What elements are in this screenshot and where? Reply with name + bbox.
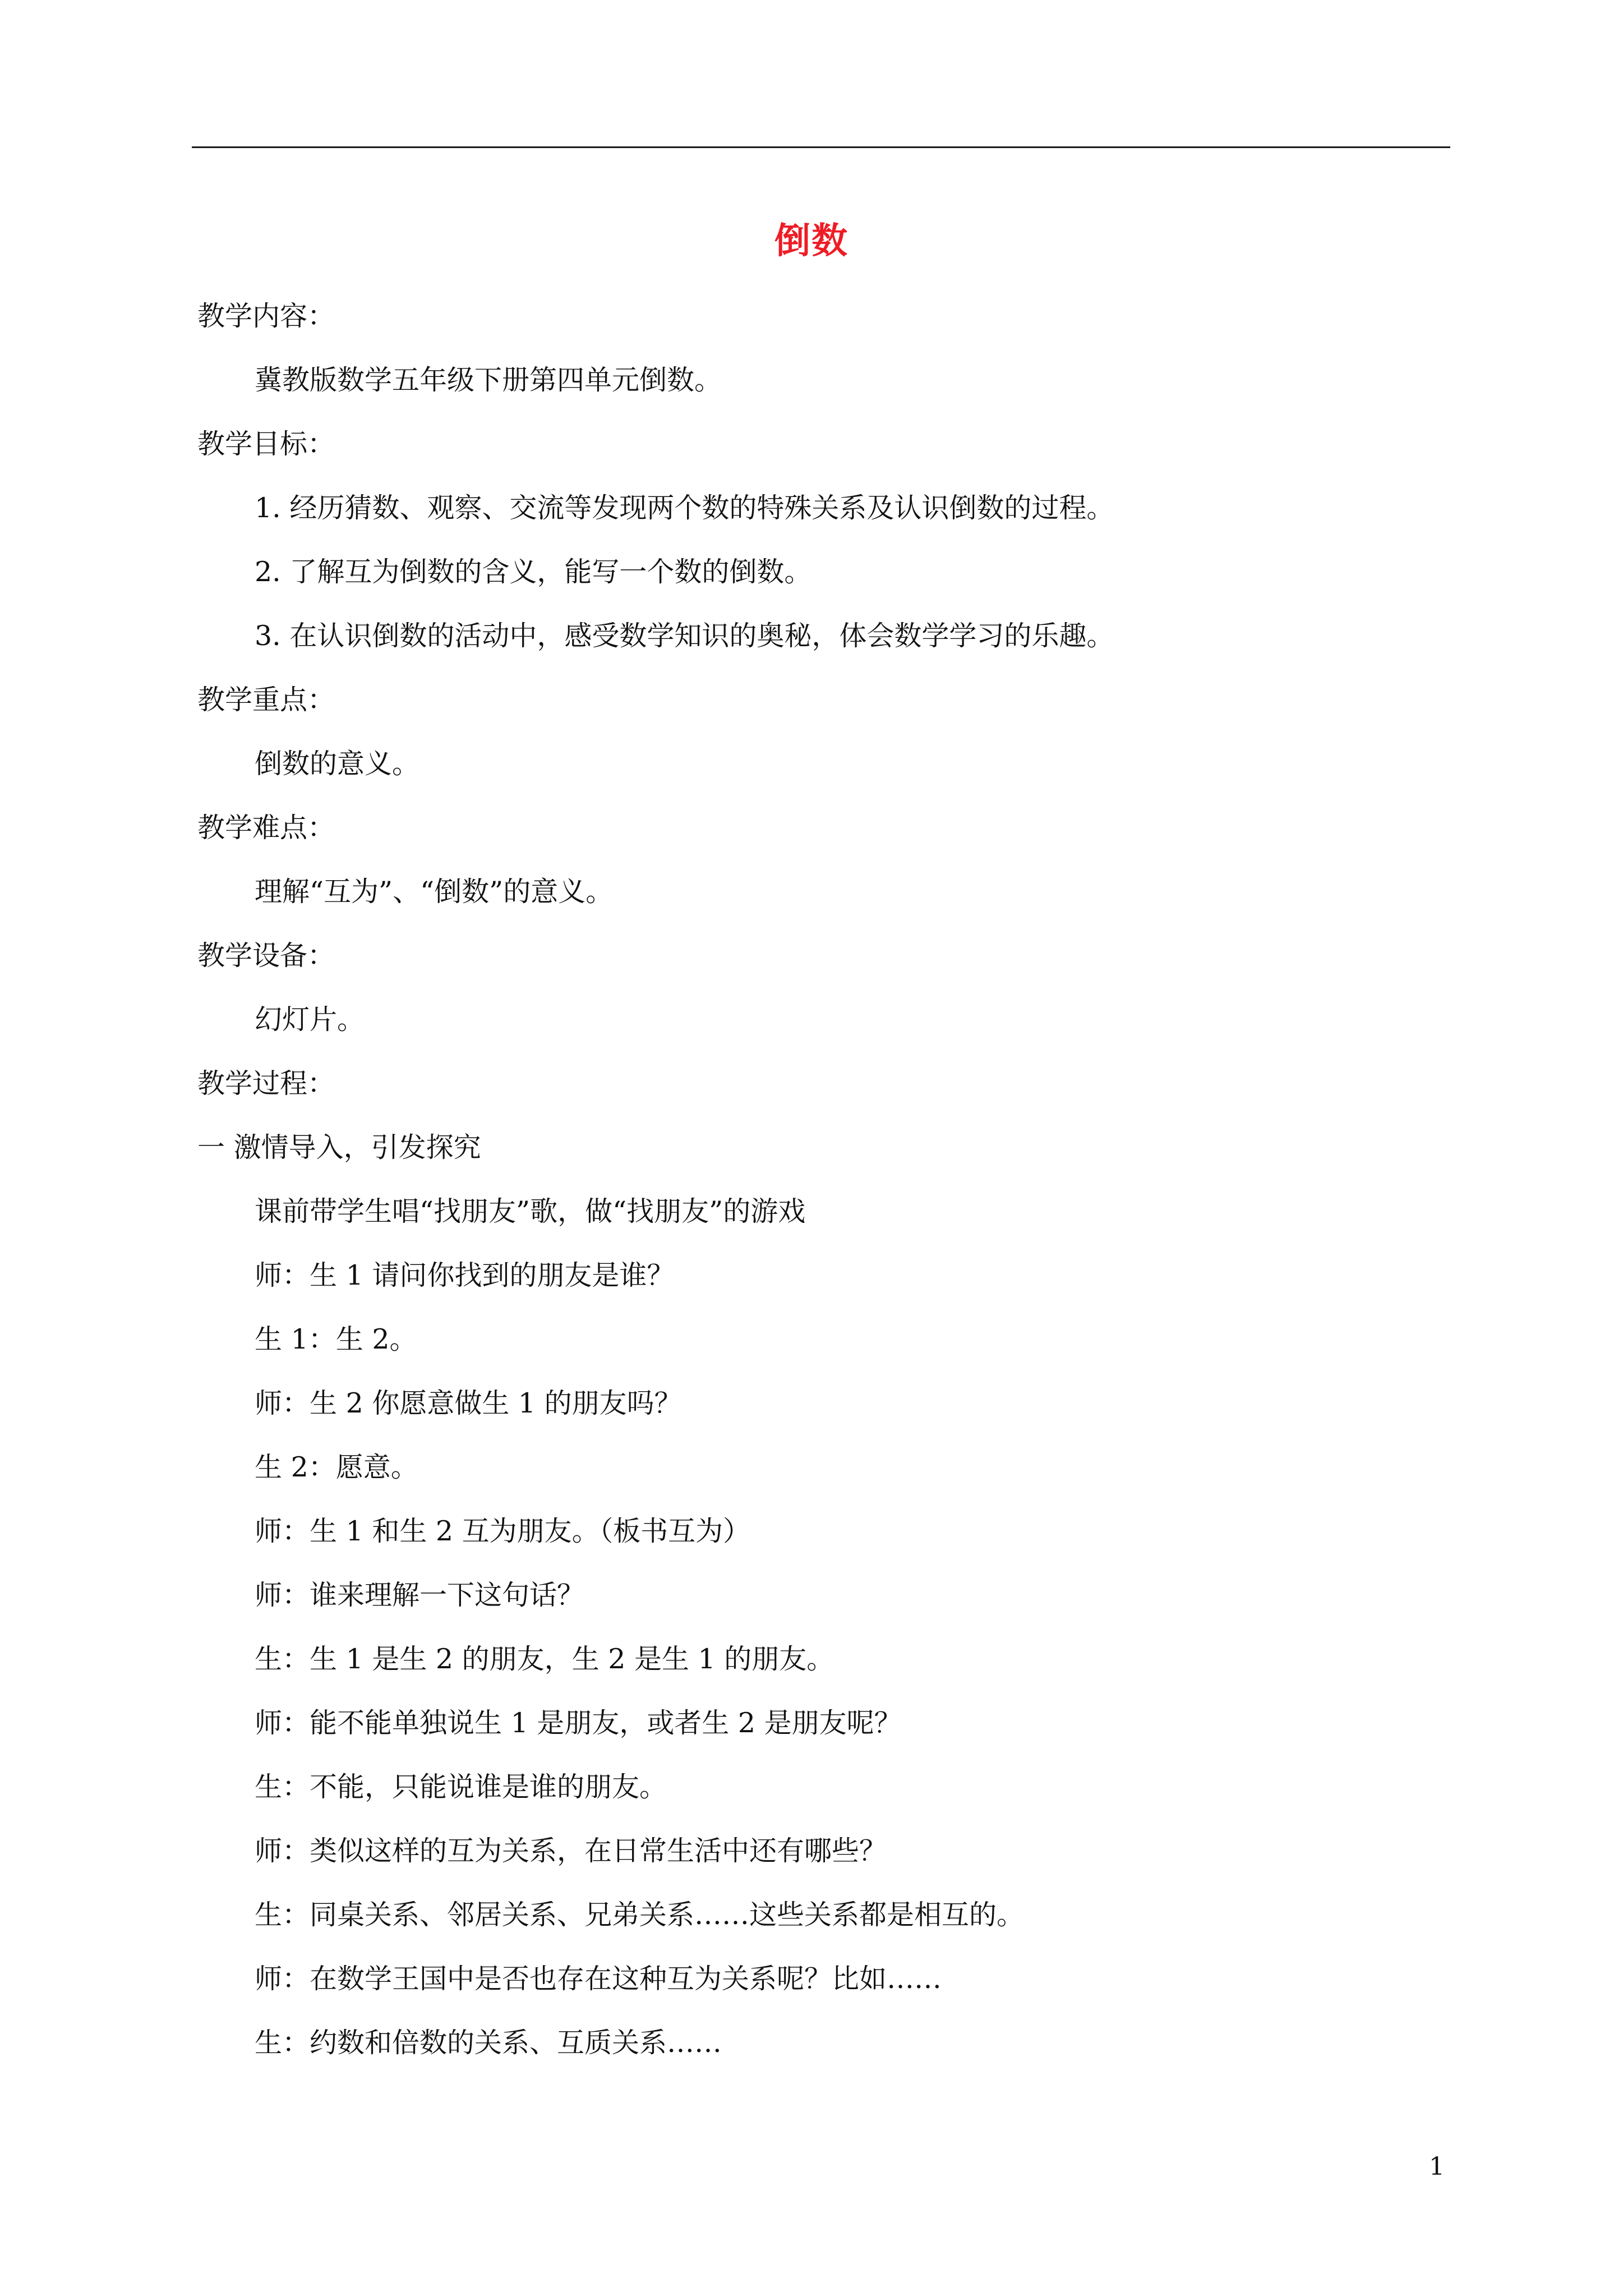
- page-number: 1: [1429, 2152, 1445, 2181]
- section-heading-difficulties: 教学难点：: [197, 812, 335, 844]
- paragraph: 理解“互为”、“倒数”的意义。: [255, 876, 614, 908]
- section-heading-equipment: 教学设备：: [197, 940, 335, 972]
- paragraph: 冀教版数学五年级下册第四单元倒数。: [255, 364, 722, 396]
- goal-item: 2. 了解互为倒数的含义，能写一个数的倒数。: [255, 556, 812, 588]
- dialogue-line: 师：生 2 你愿意做生 1 的朋友吗？: [255, 1387, 682, 1419]
- section-heading-content: 教学内容：: [197, 300, 335, 332]
- dialogue-line: 生 1：生 2。: [255, 1323, 417, 1355]
- dialogue-line: 生：约数和倍数的关系、互质关系……: [255, 2027, 722, 2059]
- document-title: 倒数: [774, 220, 849, 262]
- dialogue-line: 生 2：愿意。: [255, 1451, 418, 1483]
- paragraph: 倒数的意义。: [255, 748, 420, 780]
- subsection-heading: 一 激情导入，引发探究: [197, 1131, 481, 1163]
- dialogue-line: 师：类似这样的互为关系，在日常生活中还有哪些？: [255, 1835, 887, 1867]
- dialogue-line: 师：能不能单独说生 1 是朋友，或者生 2 是朋友呢？: [255, 1707, 902, 1739]
- section-heading-process: 教学过程：: [197, 1068, 335, 1099]
- dialogue-line: 师：在数学王国中是否也存在这种互为关系呢？比如……: [255, 1963, 942, 1995]
- dialogue-line: 师：生 1 请问你找到的朋友是谁？: [255, 1259, 675, 1291]
- dialogue-line: 生：同桌关系、邻居关系、兄弟关系……这些关系都是相互的。: [255, 1899, 1025, 1931]
- dialogue-line: 课前带学生唱“找朋友”歌，做“找朋友”的游戏: [255, 1195, 806, 1227]
- dialogue-line: 生：不能，只能说谁是谁的朋友。: [255, 1771, 667, 1803]
- goal-item: 1. 经历猜数、观察、交流等发现两个数的特殊关系及认识倒数的过程。: [255, 492, 1114, 524]
- dialogue-line: 生：生 1 是生 2 的朋友，生 2 是生 1 的朋友。: [255, 1643, 834, 1675]
- dialogue-line: 师：谁来理解一下这句话？: [255, 1579, 585, 1611]
- section-heading-goals: 教学目标：: [197, 428, 335, 460]
- goal-item: 3. 在认识倒数的活动中，感受数学知识的奥秘，体会数学学习的乐趣。: [255, 620, 1114, 652]
- section-heading-key-points: 教学重点：: [197, 684, 335, 716]
- header-rule: [192, 146, 1450, 148]
- dialogue-line: 师：生 1 和生 2 互为朋友。（板书互为）: [255, 1515, 751, 1547]
- paragraph: 幻灯片。: [255, 1004, 365, 1036]
